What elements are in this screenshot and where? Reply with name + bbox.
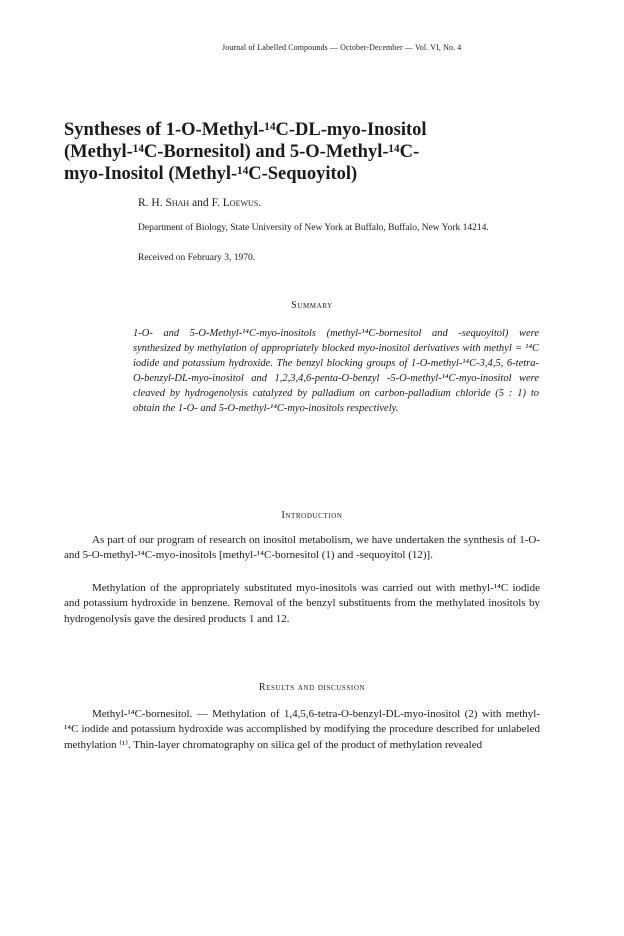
title-line-2: (Methyl-¹⁴C-Bornesitol) and 5-O-Methyl-¹⁴C-: [64, 142, 420, 162]
title-line-1: Syntheses of 1-O-Methyl-¹⁴C-DL-myo-Inositol: [64, 120, 427, 140]
summary-paragraph: 1-O- and 5-O-Methyl-¹⁴C-myo-inositols (methyl-¹⁴C-bornesitol and -sequoyitol) were synthesized by methylation of appropriately blocked myo-inositol derivatives with methyl = ¹⁴C iodide and potassium hydroxide. The benzyl blocking groups of 1-O-methyl-¹⁴C-3,4,5, 6-tetra-O-benzyl-DL-myo-inositol and 1,2,3,4,6-penta-O-benzyl -5-O-methyl-¹⁴C-myo-inositol were cleaved by hydrogenolysis catalyzed by palladium on carbon-palladium chloride (5 : 1) to obtain the 1-O- and 5-O-methyl-¹⁴C-myo-inositols respectively.: [133, 328, 539, 414]
results-paragraph-1: Methyl-¹⁴C-bornesitol. — Methylation of 1,4,5,6-tetra-O-benzyl-DL-myo-inositol (2) with methyl-¹⁴C iodide and potassium hydroxide was accomplished by modifying the procedure described for unlabeled methylation ⁽¹⁾. Thin-layer chromatography on silica gel of the product of methylation revealed: [64, 708, 540, 751]
author-1: R. H. Shah: [138, 197, 190, 209]
results-heading: Results and discussion: [258, 682, 366, 693]
article-title: [64, 119, 534, 185]
author-conjunction: and: [192, 197, 209, 209]
received-date: Received on February 3, 1970.: [138, 253, 256, 263]
introduction-paragraph-1: As part of our program of research on inositol metabolism, we have undertaken the synthesis of 1-O- and 5-O-methyl-¹⁴C-myo-inositols [methyl-¹⁴C-bornesitol (1) and -sequoyitol (12)].: [64, 534, 540, 562]
author-2: F. Loewus.: [211, 197, 262, 209]
introduction-paragraph-2: Methylation of the appropriately substituted myo-inositols was carried out with methyl-¹⁴C iodide and potassium hydroxide in benzene. Removal of the benzyl substituents from the methylated inositols by hydrogenolysis gave the desired products 1 and 12.: [64, 582, 540, 625]
introduction-heading: Introduction: [281, 510, 343, 521]
author-line: [138, 197, 261, 209]
running-head: Journal of Labelled Compounds — October-December — Vol. VI, No. 4: [222, 43, 462, 52]
affiliation: Department of Biology, State University of New York at Buffalo, Buffalo, New York 14214.: [138, 223, 489, 233]
title-line-3: myo-Inositol (Methyl-¹⁴C-Sequoyitol): [64, 164, 358, 184]
summary-heading: Summary: [291, 300, 333, 311]
